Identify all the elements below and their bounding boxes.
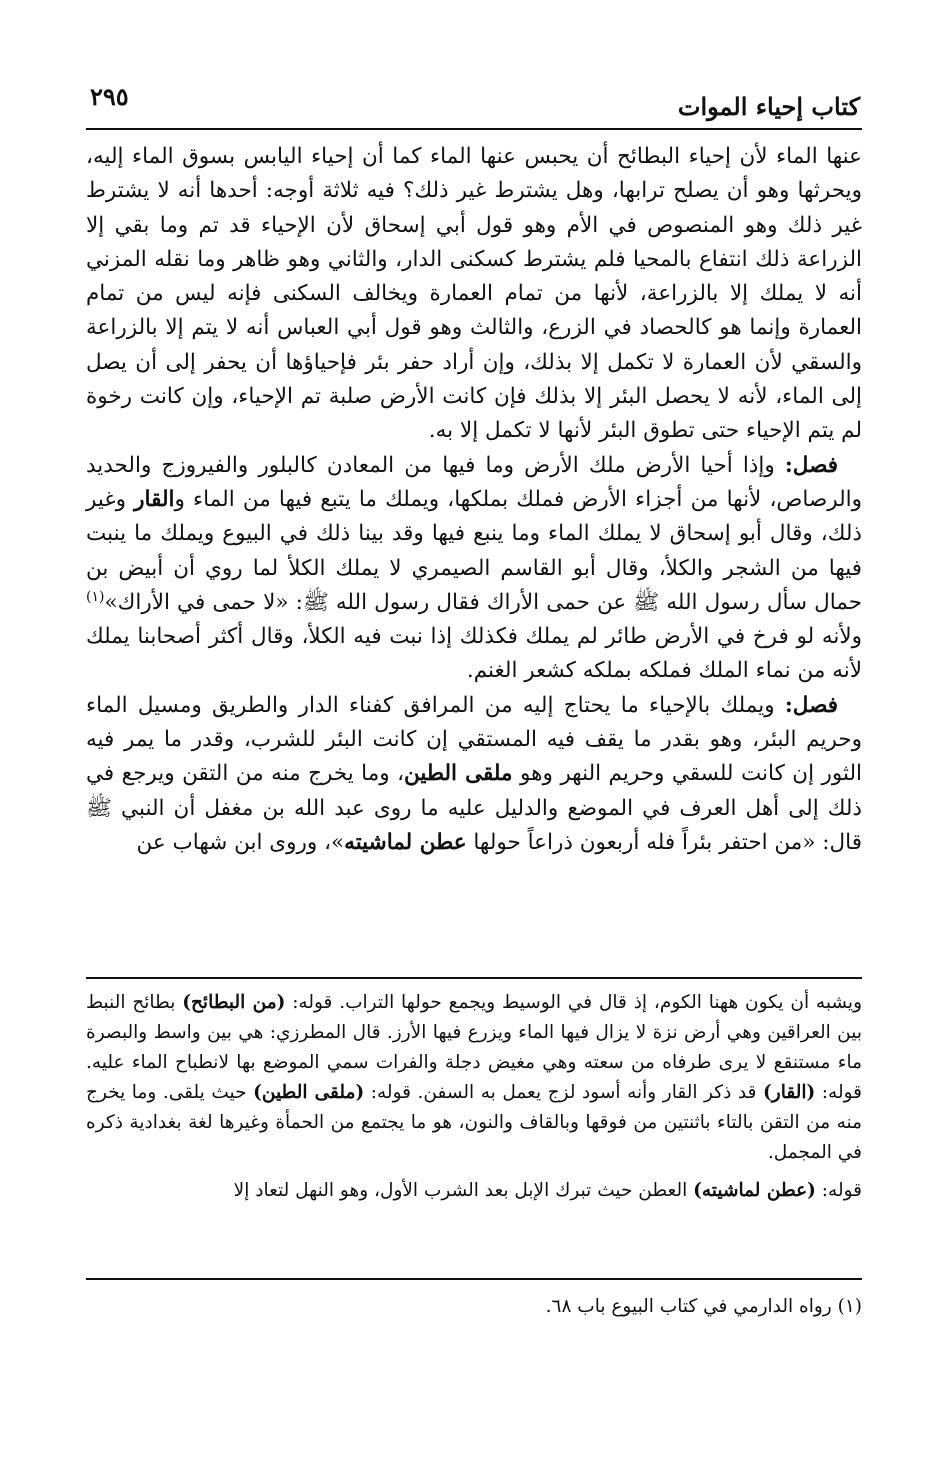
main-text <box>86 140 862 860</box>
glossed-term: القار <box>134 486 175 512</box>
glossed-term: (عطن لماشيته) <box>693 1180 816 1201</box>
header-rule <box>86 128 862 130</box>
glossed-term: عطن لماشيته <box>344 829 467 855</box>
notes-rule <box>86 977 862 979</box>
glossed-term: (من البطائح) <box>182 992 286 1013</box>
glossed-term: (ملقى الطين) <box>253 1082 365 1103</box>
glossed-term: (القار) <box>763 1082 816 1103</box>
paragraph-2: فصل: وإذا أحيا الأرض ملك الأرض وما فيها من المعادن كالبلور والفيروزج والحديد والرصاص، لأنها من أجزاء الأرض فملك بملكها، ويملك ما يتبع فيها من الماء والقار وغير ذلك، وقال أبو إسحاق لا يملك الماء وما ينبع فيها وقد بينا ذلك في البيوع ويملك ما ينبت فيها من الشجر والكلأ، وقال أبو القاسم الصيمري لا يملك الكلأ لما روي أن أبيض بن حمال سأل رسول الله ﷺ عن حمى الأراك فقال رسول الله ﷺ: «لا حمى في الأراك»$^{(١)}$ ولأنه لو فرخ في الأرض طائر لم يملك فكذلك إذا نبت فيه الكلأ، وقال أكثر أصحابنا يملك لأنه من نماء الملك فملكه بملكه كشعر الغنم. <box>86 452 863 684</box>
section-label: فصل: <box>784 452 838 478</box>
note-1: ويشبه أن يكون ههنا الكوم، إذ قال في الوسيط ويجمع حولها التراب. قوله: (من البطائح) بطائح النبط بين العراقين وهي أرض نزة لا يزال فيها الماء ويزرع فيها الأرز. قال المطرزي: هي بين واسط والبصرة ماء مستنقع لا يرى طرفاه من سعته وهي مغيض دجلة والفرات سمي الموضع بها لانطباح الماء عليه. قوله: (القار) قد ذكر القار وأنه أسود لزج يعمل به السفن. قوله: (ملقى الطين) حيث يلقى. وما يخرج منه من التقن بالتاء باثنتين من فوقها وبالقاف والنون، هو ما يجتمع من الحمأة وغيرها لغة بغدادية ذكره في المجمل. <box>86 992 863 1163</box>
footnote: (١) رواه الدارمي في كتاب البيوع باب ٦٨. <box>545 1296 862 1317</box>
page-header <box>90 82 860 122</box>
footnote-rule <box>86 1278 862 1280</box>
section-label: فصل: <box>784 692 838 718</box>
footnote-marker: (١) <box>86 588 105 605</box>
commentary-notes <box>86 988 862 1206</box>
paragraph-1: عنها الماء لأن إحياء البطائح أن يحبس عنها الماء كما أن إحياء اليابس بسوق الماء إليه، ويحرثها وهو أن يصلح ترابها، وهل يشترط غير ذلك؟ فيه ثلاثة أوجه: أحدها أنه لا يشترط غير ذلك وهو المنصوص في الأم وهو قول أبي إسحاق لأن الإحياء قد تم وما بقي إلا الزراعة ذلك انتفاع بالمحيا فلم يشترط كسكنى الدار، والثاني وهو ظاهر وما نقله المزني أنه لا يملك إلا بالزراعة، لأنها من تمام العمارة ويخالف السكنى فإنه ليس من تمام العمارة وإنما هو كالحصاد في الزرع، والثالث وهو قول أبي العباس أنه لا يتم إلا بالزراعة والسقي لأن العمارة لا تكمل إلا بذلك، وإن أراد حفر بئر فإحياؤها أن يحفر إلى أن يصل إلى الماء، لأنه لا يحصل البئر إلا بذلك فإن كانت الأرض صلبة تم الإحياء، وإن كانت رخوة لم يتم الإحياء حتى تطوق البئر لأنها لا تكمل إلا به. <box>86 144 862 444</box>
glossed-term: ملقى الطين <box>404 761 513 787</box>
page-number: ٢٩٥ <box>90 82 129 111</box>
note-2: قوله: (عطن لماشيته) العطن حيث تبرك الإبل بعد الشرب الأول، وهو النهل لتعاد إلا <box>233 1180 862 1201</box>
chapter-title: كتاب إحياء الموات <box>677 92 860 121</box>
paragraph-3: فصل: ويملك بالإحياء ما يحتاج إليه من المرافق كفناء الدار والطريق ومسيل الماء وحريم البئر، وهو بقدر ما يقف فيه المستقي إن كانت البئر للشرب، وقدر ما يمر فيه الثور إن كانت للسقي وحريم النهر وهو ملقى الطين، وما يخرج منه من التقن ويرجع في ذلك إلى أهل العرف في الموضع والدليل عليه ما روى عبد الله بن مغفل أن النبي ﷺ قال: «من احتفر بئراً فله أربعون ذراعاً حولها عطن لماشيته»، وروى ابن شهاب عن <box>86 692 862 855</box>
